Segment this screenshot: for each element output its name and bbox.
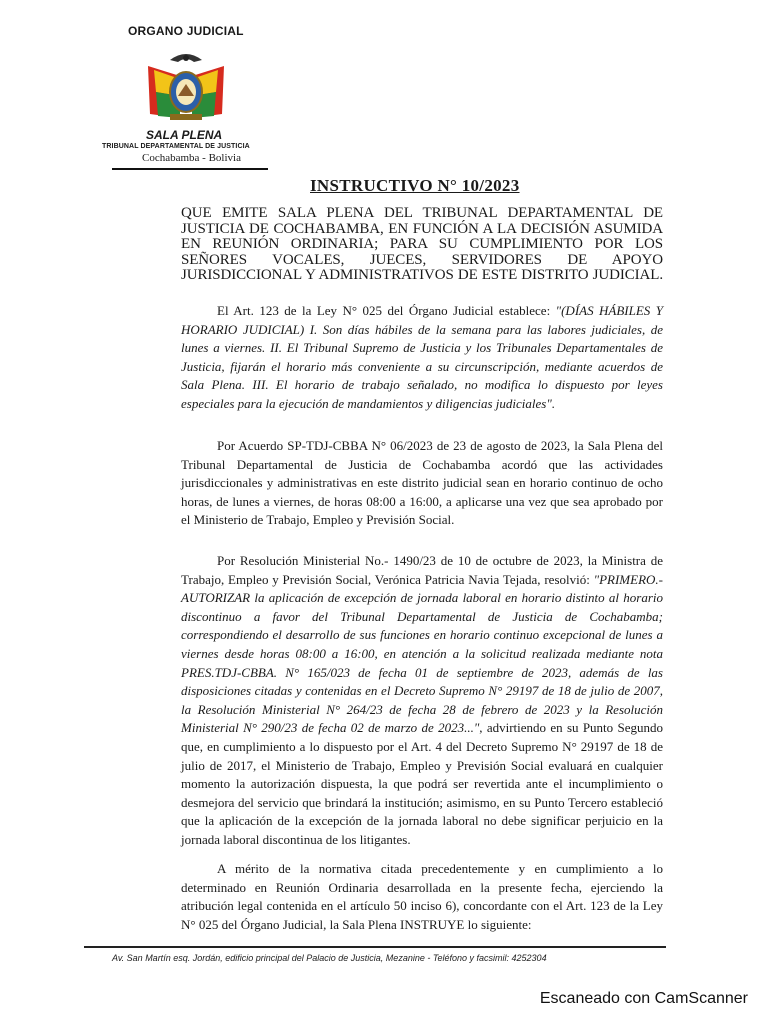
- quoted-text: "(DÍAS HÁBILES Y HORARIO JUDICIAL) I. Son días hábiles de la semana para las labores judiciales, de lunes a viernes. II. El Tribunal Supremo de Justicia y los Tribunales Departamentales de Justicia, fijarán el horario más conveniente a su circunscripción, mediante acuerdos de Sala Plena. III. El horario de trabajo señalado, no modifica lo dispuesto por leyes especiales para la ejecución de mandamientos y diligencias judiciales".: [181, 303, 663, 411]
- lead-line: SEÑORES VOCALES, JUECES, SERVIDORES DE APOYO: [181, 251, 663, 268]
- paragraph-text: Por Resolución Ministerial No.- 1490/23 de 10 de octubre de 2023, la Ministra de Trabajo, Empleo y Previsión Social, Verónica Patricia Navia Tejada, resolvió:: [181, 553, 663, 587]
- bolivia-coat-of-arms-icon: [140, 46, 232, 126]
- paragraph-text: El Art. 123 de la Ley N° 025 del Órgano Judicial establece:: [217, 303, 556, 318]
- paragraph-resolucion: [181, 552, 663, 850]
- paragraph-acuerdo: [181, 437, 663, 530]
- camscanner-watermark: Escaneado con CamScanner: [539, 990, 748, 1007]
- header-rule: [112, 168, 268, 170]
- paragraph-instruye: [181, 860, 663, 934]
- lead-line: JUSTICIA DE COCHABAMBA, EN FUNCIÓN A LA DECISIÓN ASUMIDA: [181, 220, 663, 237]
- paragraph-text: A mérito de la normativa citada precedentemente y en cumplimiento a lo determinado en Reunión Ordinaria desarrollada en la presente fecha, ejerciendo la atribución legal contenida en el artículo 50 inciso 6), concordante con el Art. 123 de la Ley N° 025 del Órgano Judicial, la Sala Plena INSTRUYE lo siguiente:: [181, 861, 663, 932]
- header-city: Cochabamba - Bolivia: [142, 152, 241, 164]
- quoted-text: "PRIMERO.- AUTORIZAR la aplicación de excepción de jornada laboral en horario distinto al horario discontinuo a favor del Tribunal Departamental de Justicia de Cochabamba; correspondiendo el desarrollo de sus funciones en horario continuo excepcional de lunes a viernes desde horas 08:00 a 16:00, en atención a la solicitud realizada mediante nota PRES.TDJ-CBBA. N° 165/023 de fecha 01 de septiembre de 2023, además de las disposiciones citadas y contenidas en el Decreto Supremo N° 29197 de 18 de julio de 2007, la Resolución Ministerial N° 264/23 de fecha 28 de febrero de 2023 y la Resolución Ministerial N° 290/23 de fecha 02 de marzo de 2023...": [181, 571, 663, 736]
- document-title: INSTRUCTIVO N° 10/2023: [310, 176, 520, 195]
- footer-address: Av. San Martín esq. Jordán, edificio principal del Palacio de Justicia, Mezanine - Teléfono y facsimil: 4252304: [112, 953, 547, 963]
- footer-rule: [84, 946, 666, 948]
- header-org: ORGANO JUDICIAL: [128, 24, 244, 38]
- paragraph-article-123: [181, 302, 663, 414]
- paragraph-text: Por Acuerdo SP-TDJ-CBBA N° 06/2023 de 23 de agosto de 2023, la Sala Plena del Tribunal Departamental de Justicia de Cochabamba acordó que las actividades jurisdiccionales y administrativas en este distrito judicial sean en horario continuo de ocho horas, de lunes a viernes, de horas 08:00 a 16:00, a aplicarse una vez que sea aprobado por el Ministerio de Trabajo, Empleo y Previsión Social.: [181, 438, 663, 528]
- header-sala: SALA PLENA: [146, 128, 223, 142]
- lead-line: QUE EMITE SALA PLENA DEL TRIBUNAL DEPARTAMENTAL DE: [181, 205, 663, 221]
- paragraph-text: , advirtiendo en su Punto Segundo que, en cumplimiento a lo dispuesto por el Art. 4 del Decreto Supremo N° 29197 de 18 de julio de 2017, el Ministerio de Trabajo, Empleo y Previsión Social evaluará en cualquier momento la autorización dispuesta, la que podrá ser revertida ante el incumplimiento o desmejora del servicio que brindará la institución; asimismo, en su Punto Tercero estableció que la aplicación de la excepción de la jornada laboral no debe significar perjuicio en la jornada laboral discontinua de los litigantes.: [181, 720, 663, 847]
- lead-line: EN REUNIÓN ORDINARIA; PARA SU CUMPLIMIENTO POR LOS: [181, 236, 663, 252]
- lead-line: JURISDICCIONAL Y ADMINISTRATIVOS DE ESTE DISTRITO JUDICIAL.: [181, 267, 663, 283]
- lead-paragraph: [181, 206, 663, 284]
- header-tribunal: TRIBUNAL DEPARTAMENTAL DE JUSTICIA: [102, 143, 250, 150]
